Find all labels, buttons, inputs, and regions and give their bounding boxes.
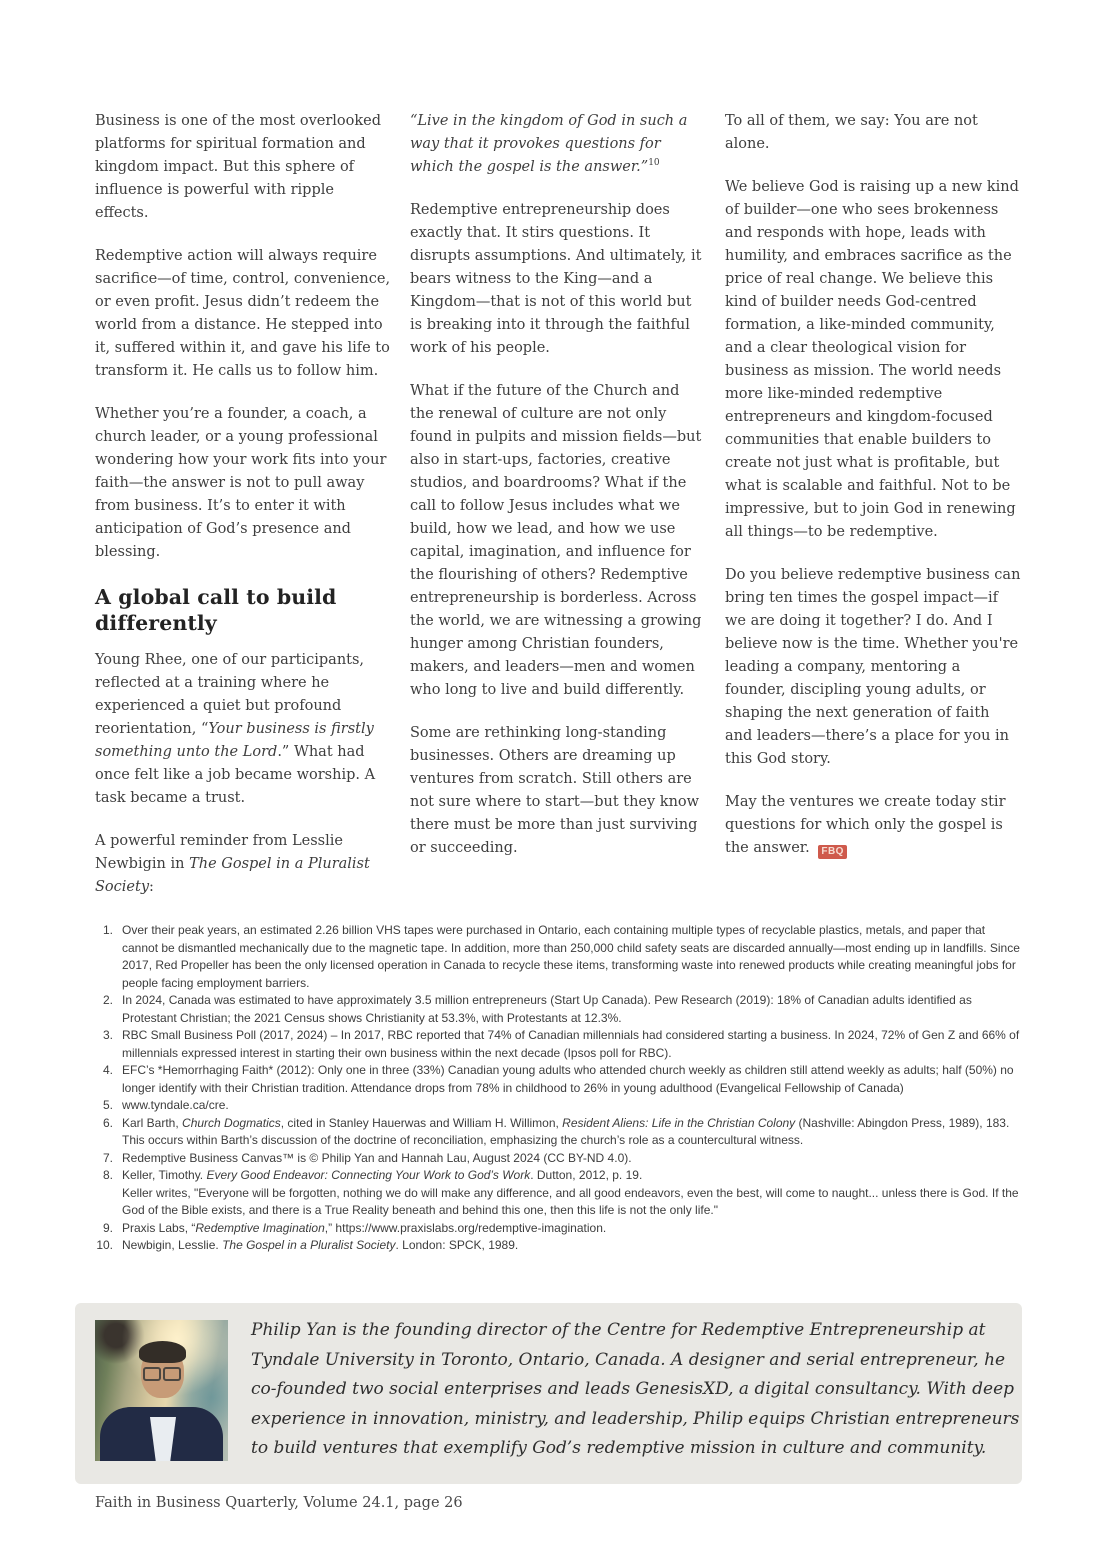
footnote-number: 4. <box>102 1063 113 1077</box>
footnote-item <box>93 1027 1023 1062</box>
article-paragraph: We believe God is raising up a new kind of builder—one who sees brokenness and responds with hope, leads with humility, and embraces sacrifice as the price of real change. We believe this kind of builder needs God-centred formation, a like-minded community, and a clear theological vision for business as mission. The world needs more like-minded redemptive entrepreneurs and kingdom-focused communities that enable builders to create not just what is profitable, but what is scalable and faithful. Not to be impressive, but to join God in renewing all things—to be redemptive. <box>725 179 1019 540</box>
footnote-number: 8. <box>102 1168 113 1182</box>
article-paragraph: What if the future of the Church and the renewal of culture are not only found in pulpits and mission fields—but also in start-ups, factories, creative studios, and boardrooms? What if the call to follow Jesus includes what we build, how we lead, and how we use capital, imagination, and influence for the flourishing of others? Redemptive entrepreneurship is borderless. Across the world, we are witnessing a growing hunger among Christian founders, makers, and leaders—men and women who long to live and build differently. <box>410 383 702 698</box>
author-bio-box <box>75 1303 1022 1484</box>
article-column-2 <box>410 110 706 919</box>
footnote-item <box>93 922 1023 992</box>
fbq-end-mark-icon: FBQ <box>818 845 847 859</box>
footnote-number: 3. <box>102 1028 113 1042</box>
footnote-number: 9. <box>102 1220 113 1235</box>
article-column-3 <box>725 110 1021 919</box>
photo-glasses-left <box>143 1367 161 1381</box>
article-paragraph: Redemptive entrepreneurship does exactly that. It stirs questions. It disrupts assumptions. And ultimately, it bears witness to the King—and a Kingdom—that is not of this world but is breaking into it through the faithful work of his people. <box>410 202 702 356</box>
author-photo <box>95 1320 228 1461</box>
footnote-number: 5. <box>102 1098 113 1112</box>
footnote-item <box>93 1150 1023 1168</box>
footnote-item <box>93 1237 1023 1255</box>
article-paragraph: Redemptive action will always require sacrifice—of time, control, convenience, or even profit. Jesus didn’t redeem the world from a distance. He stepped into it, suffered within it, and gave his life to transform it. He calls us to follow him. <box>95 248 391 379</box>
footnote-text: Karl Barth, Church Dogmatics, cited in Stanley Hauerwas and William H. Willimon, Resident Aliens: Life in the Christian Colony (Nashville: Abingdon Press, 1989), 183. This occurs within Barth’s discussion of the doctrine of reconciliation, emphasizing the church’s role as a countercultural witness. <box>122 1115 1010 1147</box>
footnote-text: Redemptive Business Canvas™ is © Philip Yan and Hannah Lau, August 2024 (CC BY-ND 4.0). <box>122 1150 632 1165</box>
article-paragraph: Some are rethinking long-standing businesses. Others are dreaming up ventures from scratch. Still others are not sure where to start—but they know there must be more than just surviving or succeeding. <box>410 725 700 856</box>
page-footer: Faith in Business Quarterly, Volume 24.1, page 26 <box>95 1495 463 1511</box>
footnote-item <box>93 992 1023 1027</box>
footnote-item <box>93 1220 1023 1238</box>
article-body <box>95 110 1023 919</box>
footnote-text: Keller, Timothy. Every Good Endeavor: Connecting Your Work to God’s Work. Dutton, 2012, p. 19. Keller writes, "Everyone will be forgotten, nothing we do will make any difference, and all good endeavors, even the best, will come to naught... unless there is God. If the God of the Bible exists, and there is a True Reality beneath and behind this one, then this life is not the only life." <box>122 1168 1019 1217</box>
footnote-text: EFC’s *Hemorrhaging Faith* (2012): Only one in three (33%) Canadian young adults who attended church weekly as children still attend weekly as adults; half (50%) no longer identify with their Christian tradition. Attendance drops from 78% in childhood to 26% in young adulthood (Evangelical Fellowship of Canada) <box>122 1063 1014 1095</box>
author-bio-text: Philip Yan is the founding director of the Centre for Redemptive Entrepreneurship at Tyndale University in Toronto, Ontario, Canada. A designer and serial entrepreneur, he co-founded two social enterprises and leads GenesisXD, a digital consultancy. With deep experience in innovation, ministry, and leadership, Philip equips Christian entrepreneurs to build ventures that exemplify God’s redemptive mission in culture and community. <box>251 1320 1020 1458</box>
footnote-text: Over their peak years, an estimated 2.26 billion VHS tapes were purchased in Ontario, each containing multiple types of recyclable plastics, metals, and paper that cannot be dismantled mechanically due to the magnetic tape. In addition, more than 250,000 child safety seats are discarded annually—most ending up in landfills. Since 2017, Red Propeller has been the only licensed operation in Canada to recycle these items, transforming waste into renewed products while creating meaningful jobs for people facing employment barriers. <box>122 923 1020 990</box>
article-paragraph: Business is one of the most overlooked platforms for spiritual formation and kingdom impact. But this sphere of influence is powerful with ripple effects. <box>95 113 382 221</box>
article-column-1 <box>95 110 391 919</box>
article-paragraph: Do you believe redemptive business can bring ten times the gospel impact—if we are doing it together? I do. And I believe now is the time. Whether you're leading a company, mentoring a founder, discipling young adults, or shaping the next generation of faith and leaders—there’s a place for you in this God story. <box>725 567 1021 767</box>
footnote-text: RBC Small Business Poll (2017, 2024) – In 2017, RBC reported that 74% of Canadian millennials had considered starting a business. In 2024, 72% of Gen Z and 66% of millennials expressed interest in starting their own business within the next decade (Ipsos poll for RBC). <box>122 1028 1020 1060</box>
footnote-text: www.tyndale.ca/cre. <box>122 1098 229 1112</box>
footnote-item <box>93 1115 1023 1150</box>
footnote-text: Praxis Labs, “Redemptive Imagination,” https://www.praxislabs.org/redemptive-imagination. <box>122 1220 607 1235</box>
article-paragraph: “Live in the kingdom of God in such a way that it provokes questions for which the gospel is the answer.”$^{10}$ <box>410 113 688 175</box>
footnote-item <box>93 1062 1023 1097</box>
footnote-number: 6. <box>102 1115 113 1130</box>
article-paragraph: A powerful reminder from Lesslie Newbigin in The Gospel in a Pluralist Society: <box>95 833 370 895</box>
article-paragraph: Young Rhee, one of our participants, reflected at a training where he experienced a quiet but profound reorientation, “Your business is firstly something unto the Lord.” What had once felt like a job became worship. A task became a trust. <box>95 652 376 806</box>
footnote-number: 1. <box>102 923 113 937</box>
article-paragraph: Whether you’re a founder, a coach, a church leader, or a young professional wondering how your work fits into your faith—the answer is not to pull away from business. It’s to enter it with anticipation of God’s presence and blessing. <box>95 406 387 560</box>
footnote-number: 2. <box>102 993 113 1007</box>
footnote-text: Newbigin, Lesslie. The Gospel in a Pluralist Society. London: SPCK, 1989. <box>122 1238 519 1252</box>
footnote-number: 7. <box>102 1150 113 1165</box>
photo-hair-shape <box>139 1341 186 1363</box>
article-paragraph: May the ventures we create today stir questions for which only the gospel is the answer. FBQ <box>725 794 1006 857</box>
footnote-number: 10. <box>96 1238 113 1252</box>
section-heading: A global call to build differently <box>95 585 337 635</box>
footnote-item <box>93 1097 1023 1115</box>
article-paragraph: To all of them, we say: You are not alone. <box>725 113 978 152</box>
footnote-text: In 2024, Canada was estimated to have approximately 3.5 million entrepreneurs (Start Up Canada). Pew Research (2019): 18% of Canadian adults identified as Protestant Christian; the 2021 Census shows Christianity at 53.3%, with Protestants at 12.3%. <box>122 993 972 1025</box>
photo-glasses-right <box>163 1367 181 1381</box>
footnote-item <box>93 1167 1023 1220</box>
footnotes-section <box>93 922 1023 1255</box>
